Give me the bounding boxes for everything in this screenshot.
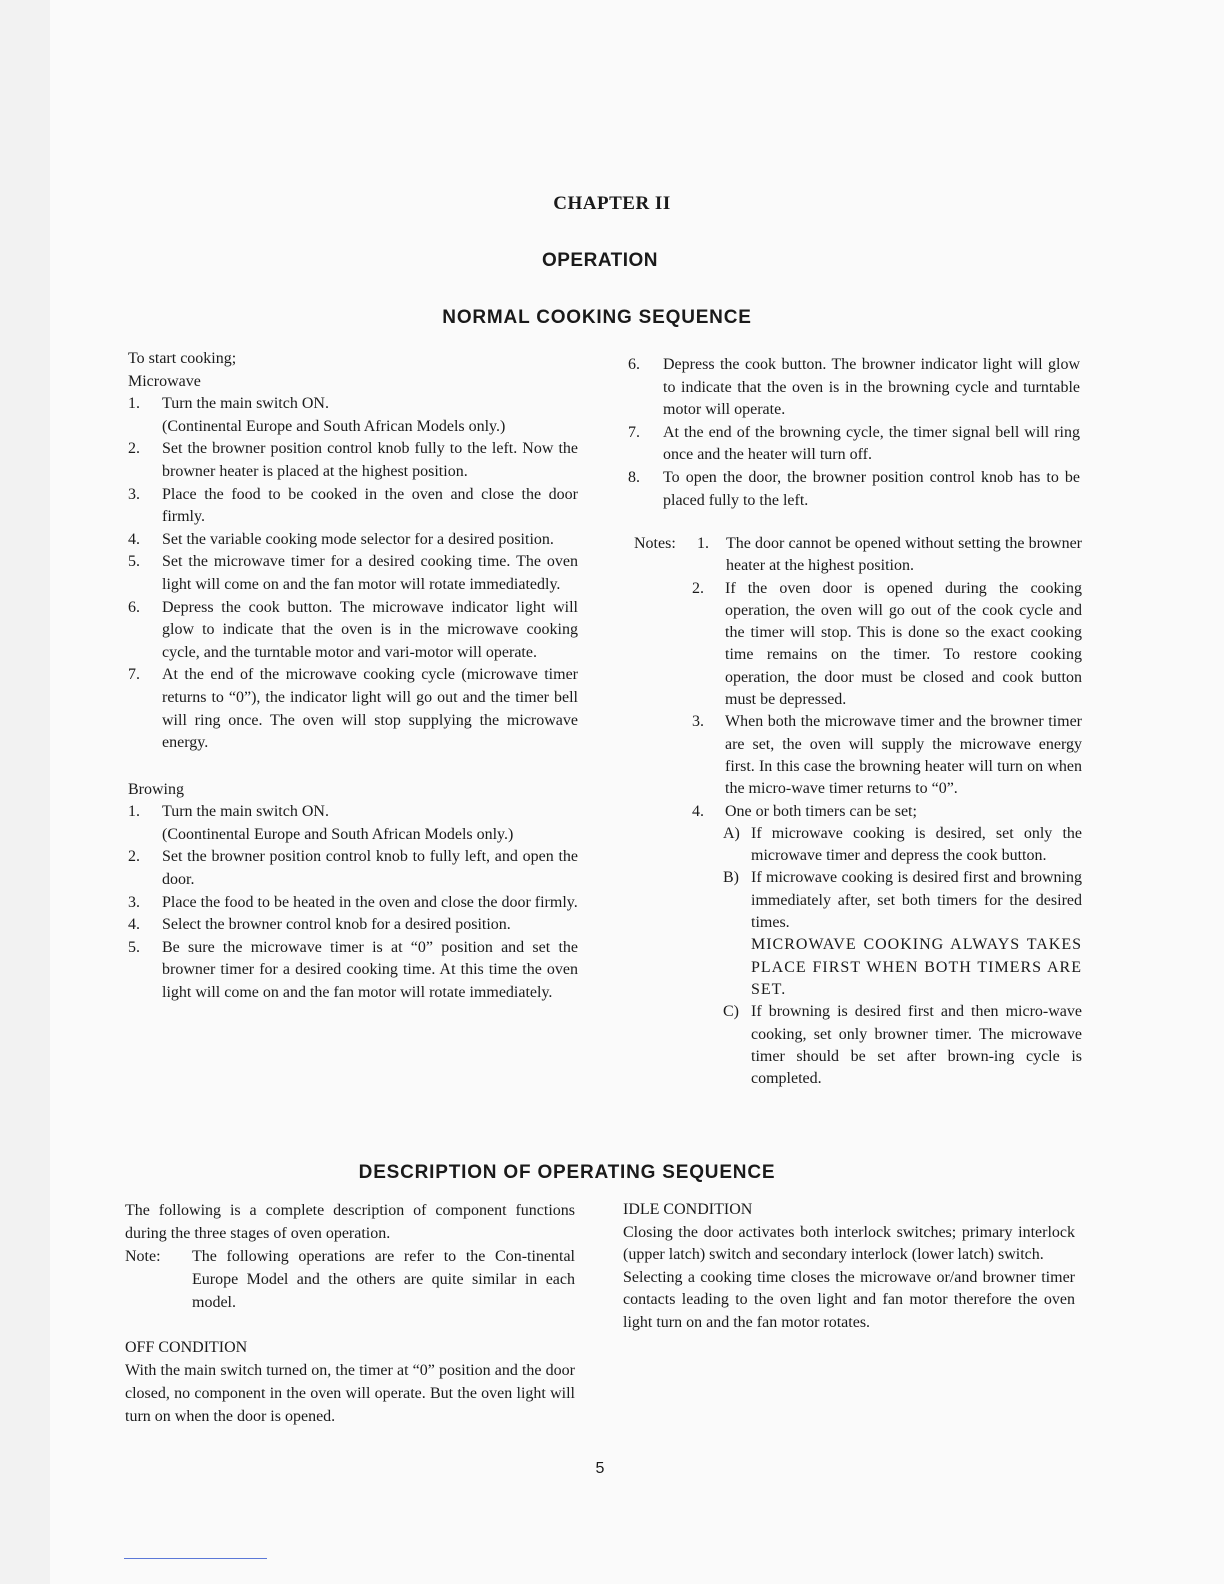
notes-section [634,533,1082,1090]
chapter-heading: CHAPTER II [553,193,671,214]
note-text: If the oven door is opened during the cooking operation, the oven will go out of the cook cycle and the timer will stop. This is done so the exact cooking time remains on the timer. To restore cooking operation, the door must be closed and cook button must be depressed. [725,579,1082,709]
step-number: 5. [128,938,140,956]
sub-note-text: If microwave cooking is desired first and browning immediately after, set both timers for the desired times. [751,869,1082,932]
list-item [628,467,1080,512]
step-number: 4. [128,530,140,548]
browning-title: Browing [128,780,184,798]
footer-rule [124,1558,267,1559]
sub-note-text: If microwave cooking is desired, set only the microwave timer and depress the cook button. [751,824,1082,865]
step-number: 1. [128,803,140,821]
microwave-steps [128,393,578,755]
note-item [697,533,1082,578]
step-number: 1. [128,395,140,413]
description-heading: DESCRIPTION OF OPERATING SEQUENCE [358,1162,776,1183]
page-number: 5 [595,1460,605,1477]
note-item [692,711,1082,800]
step-text: Be sure the microwave timer is at “0” position and set the browner timer for a desired cooking time. At this time the oven light will come on and the fan motor will rotate immediately. [162,938,578,1002]
sub-note-item [723,867,1082,1001]
step-text: Select the browner control knob for a desired position. [162,916,511,934]
note-text: One or both timers can be set; [725,802,917,820]
note-number: 3. [692,713,704,731]
description-intro: The following is a complete description of component functions during the three stages of oven operation. [125,1202,575,1242]
list-item [128,438,578,483]
normal-cooking-heading: NORMAL COOKING SEQUENCE [442,307,752,328]
list-item [628,422,1080,467]
list-item [128,484,578,529]
sub-note-item [723,823,1082,868]
step-text: Place the food to be heated in the oven and close the door firmly. [162,893,578,911]
sub-note-label: B) [723,869,739,887]
list-item [628,354,1080,422]
list-item [128,914,578,937]
note-text: When both the microwave timer and the browner timer are set, the oven will supply the microwave energy first. In this case the browning heater will turn on when the micro-wave timer returns to “0”. [725,713,1082,798]
step-text: To open the door, the browner position control knob has to be placed fully to the left. [663,468,1080,509]
description-left-column [125,1199,575,1428]
sub-note-text: If browning is desired first and then micro-wave cooking, set only browner timer. The microwave timer should be set after brown-ing cycle is completed. [751,1003,1082,1088]
list-item [128,551,578,596]
step-number: 5. [128,553,140,571]
step-number: 2. [128,440,140,458]
right-column [628,354,1080,512]
idle-condition-text: Closing the door activates both interlock switches; primary interlock (upper latch) switch and secondary interlock (lower latch) switch. [623,1223,1075,1264]
step-text: Set the browner position control knob to fully left, and open the door. [162,848,578,889]
microwave-title: Microwave [128,372,201,390]
step-number: 6. [128,598,140,616]
note-text: The following operations are refer to the Con-tinental Europe Model and the others are quite similar in each model. [192,1248,575,1311]
off-condition-text: With the main switch turned on, the timer at “0” position and the door closed, no component in the oven will operate. But the oven light will turn on when the door is opened. [125,1362,575,1425]
sub-note-label: A) [723,824,740,842]
list-item [128,529,578,552]
idle-condition-title: IDLE CONDITION [623,1201,753,1218]
note-label: Note: [125,1248,161,1265]
note-number: 4. [692,802,704,820]
step-number: 2. [128,848,140,866]
step-number: 6. [628,356,640,373]
note-number: 2. [692,579,704,597]
sub-note-item [723,1001,1082,1090]
step-text: Turn the main switch ON. (Coontinental Europe and South African Models only.) [162,803,514,843]
list-item [128,801,578,846]
list-item [128,597,578,665]
operation-heading: OPERATION [541,250,659,271]
intro-text: To start cooking; [128,350,237,367]
notes-label: Notes: [634,535,676,552]
description-right-column [623,1199,1075,1335]
step-text: Place the food to be cooked in the oven and close the door firmly. [162,485,578,526]
idle-condition-text-2: Selecting a cooking time closes the microwave or/and browner timer contacts leading to the oven light and fan motor therefore the oven light turn on and the fan motor rotates. [623,1268,1075,1331]
step-number: 7. [628,423,640,441]
left-column [128,348,578,1005]
note-item [692,578,1082,712]
list-item [128,937,578,1005]
step-text: Turn the main switch ON. (Continental Europe and South African Models only.) [162,395,506,435]
note-text: The door cannot be opened without setting the browner heater at the highest position. [726,535,1082,575]
step-text: Set the browner position control knob fully to the left. Now the browner heater is placed at the highest position. [162,440,578,480]
step-number: 3. [128,485,140,503]
step-text: At the end of the microwave cooking cycle (microwave timer returns to “0”), the indicator light will go out and the timer bell will ring once. The oven will stop supplying the microwave energy. [162,666,578,752]
list-item [128,892,578,915]
note-item [692,801,1082,823]
page-edge-shadow [0,0,50,1584]
caps-note: MICROWAVE COOKING ALWAYS TAKES PLACE FIRST WHEN BOTH TIMERS ARE SET. [751,936,1082,998]
browning-steps [128,801,578,1004]
step-number: 7. [128,666,140,684]
step-number: 3. [128,893,140,911]
step-number: 8. [628,468,640,486]
step-text: Depress the cook button. The microwave indicator light will glow to indicate that the oven is in the microwave cooking cycle, and the turntable motor and vari-motor will operate. [162,598,578,661]
list-item [128,846,578,891]
list-item [128,393,578,438]
sub-note-label: C) [723,1003,739,1021]
step-number: 4. [128,916,140,934]
step-text: At the end of the browning cycle, the timer signal bell will ring once and the heater will turn off. [663,423,1080,464]
off-condition-title: OFF CONDITION [125,1339,248,1356]
description-note [125,1245,575,1314]
step-text: Set the microwave timer for a desired cooking time. The oven light will come on and the fan motor will rotate immediatedly. [162,553,578,593]
note-number: 1. [697,535,709,552]
step-text: Set the variable cooking mode selector for a desired position. [162,530,554,548]
step-text: Depress the cook button. The browner indicator light will glow to indicate that the oven is in the browning cycle and turntable motor will operate. [663,356,1080,419]
list-item [128,664,578,754]
